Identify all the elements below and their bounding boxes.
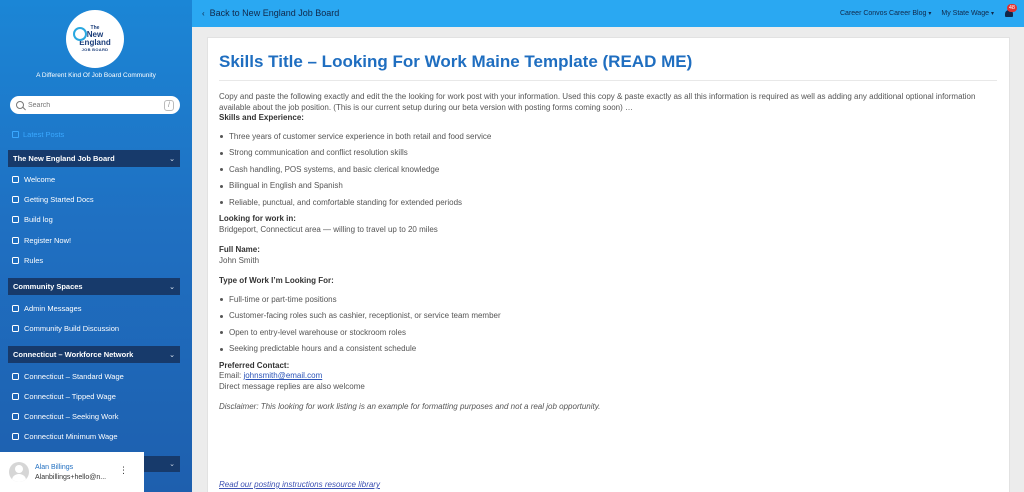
career-blog-label: Career Convos Career Blog bbox=[840, 10, 927, 17]
sidebar-item-welcome[interactable] bbox=[12, 175, 55, 184]
sidebar-item-label: Admin Messages bbox=[24, 304, 82, 313]
latest-posts-label: Latest Posts bbox=[23, 130, 65, 139]
name-heading: Full Name: bbox=[219, 245, 260, 254]
sidebar-item-community-build-discussion[interactable] bbox=[12, 324, 119, 333]
user-email: Alanbillings+hello@n... bbox=[35, 473, 107, 481]
sidebar-item-register-now[interactable] bbox=[12, 236, 71, 245]
back-link-label: Back to New England Job Board bbox=[209, 8, 340, 18]
sidebar-item-label: Getting Started Docs bbox=[24, 195, 94, 204]
logo-text-new: New bbox=[86, 30, 104, 39]
sidebar-item-ct-tipped-wage[interactable] bbox=[12, 392, 116, 401]
group-header-new-england-job-board[interactable] bbox=[8, 150, 180, 167]
sidebar-item-ct-seeking-work[interactable] bbox=[12, 412, 119, 421]
list-item: Cash handling, POS systems, and basic clerical knowledge bbox=[219, 165, 989, 182]
dm-note: Direct message replies are also welcome bbox=[219, 381, 365, 391]
sidebar-item-build-log[interactable] bbox=[12, 215, 53, 224]
posts-icon bbox=[12, 131, 19, 138]
logo-text-england: England bbox=[79, 38, 111, 47]
site-logo[interactable] bbox=[66, 10, 124, 68]
sidebar-item-rules[interactable] bbox=[12, 256, 43, 265]
tip-icon bbox=[12, 393, 19, 400]
chevron-down-icon: ⌄ bbox=[169, 461, 175, 468]
search-bar[interactable] bbox=[10, 96, 180, 114]
post-intro: Copy and paste the following exactly and edit the the looking for work post with your information. Used this copy & paste exactly as all this information is required as well as adding any additional optional information available about the job position. (This is our current setup during our beta version with posting forms coming soon) … bbox=[219, 92, 976, 112]
work-type-list bbox=[219, 295, 989, 361]
user-menu[interactable] bbox=[0, 452, 144, 492]
link-icon bbox=[12, 325, 19, 332]
link-icon bbox=[12, 305, 19, 312]
email-line bbox=[219, 371, 989, 382]
chevron-left-icon: ‹ bbox=[202, 8, 205, 18]
email-link[interactable]: johnsmith@email.com bbox=[243, 371, 323, 380]
chevron-down-icon: ⌄ bbox=[169, 351, 175, 359]
group-title: Community Spaces bbox=[13, 282, 83, 291]
group-header-connecticut-workforce-network[interactable] bbox=[8, 346, 180, 363]
back-link[interactable] bbox=[202, 8, 339, 18]
eye-icon bbox=[12, 413, 19, 420]
sidebar-item-label: Welcome bbox=[24, 175, 56, 184]
more-options-icon[interactable]: ⋮ bbox=[119, 465, 128, 475]
external-link-icon bbox=[12, 196, 19, 203]
sidebar-item-label: Build log bbox=[24, 215, 53, 224]
doc-icon bbox=[12, 216, 19, 223]
post-body bbox=[219, 92, 989, 413]
magnifier-logo-icon bbox=[73, 27, 87, 41]
sidebar-item-admin-messages[interactable] bbox=[12, 304, 82, 313]
skills-heading: Skills and Experience: bbox=[219, 113, 304, 122]
chevron-down-icon: ▾ bbox=[928, 11, 932, 17]
chevron-down-icon: ⌄ bbox=[169, 283, 175, 291]
list-item: Bilingual in English and Spanish bbox=[219, 181, 989, 198]
list-item: Full-time or part-time positions bbox=[219, 295, 989, 312]
chevron-down-icon: ▾ bbox=[990, 11, 994, 17]
avatar bbox=[9, 462, 29, 482]
list-item: Customer-facing roles such as cashier, receptionist, or service team member bbox=[219, 311, 989, 328]
sidebar-item-label: Community Build Discussion bbox=[24, 324, 120, 333]
logo-text-job-board: JOB BOARD bbox=[81, 47, 109, 52]
disclaimer: Disclaimer: This looking for work listing is an example for formatting purposes and not a real job opportunity. bbox=[219, 402, 601, 411]
resource-library-link[interactable]: Read our posting instructions resource library bbox=[219, 480, 380, 489]
sidebar-item-ct-minimum-wage[interactable] bbox=[12, 432, 118, 441]
external-link-icon bbox=[12, 237, 19, 244]
collapsed-group-header[interactable] bbox=[144, 456, 180, 472]
site-tagline: A Different Kind Of Job Board Community bbox=[36, 72, 156, 79]
list-item: Seeking predictable hours and a consistent schedule bbox=[219, 344, 989, 361]
sidebar-item-ct-standard-wage[interactable] bbox=[12, 372, 124, 381]
list-item: Reliable, punctual, and comfortable standing for extended periods bbox=[219, 198, 989, 215]
dollar-icon bbox=[12, 373, 19, 380]
search-input[interactable] bbox=[28, 102, 164, 109]
post-title: Skills Title – Looking For Work Maine Template (READ ME) bbox=[219, 52, 693, 71]
work-type-heading: Type of Work I’m Looking For: bbox=[219, 276, 334, 285]
sidebar-item-label: Connecticut – Tipped Wage bbox=[24, 392, 116, 401]
latest-posts-link[interactable] bbox=[12, 130, 64, 139]
career-blog-link[interactable] bbox=[840, 10, 931, 17]
search-shortcut-hint: / bbox=[164, 100, 174, 111]
logo-text-the: The bbox=[90, 25, 100, 31]
group-header-community-spaces[interactable] bbox=[8, 278, 180, 295]
doc-icon bbox=[12, 257, 19, 264]
search-icon bbox=[16, 101, 24, 109]
skills-list bbox=[219, 132, 989, 215]
post-card bbox=[207, 37, 1010, 492]
state-wage-link[interactable] bbox=[941, 10, 994, 17]
group-title: The New England Job Board bbox=[13, 154, 115, 163]
sidebar-item-label: Register Now! bbox=[24, 236, 72, 245]
list-item: Strong communication and conflict resolution skills bbox=[219, 148, 989, 165]
list-item: Open to entry-level warehouse or stockroom roles bbox=[219, 328, 989, 345]
sidebar-item-label: Connecticut – Standard Wage bbox=[24, 372, 124, 381]
state-wage-label: My State Wage bbox=[941, 10, 989, 17]
group-title: Connecticut – Workforce Network bbox=[13, 350, 134, 359]
top-bar bbox=[192, 0, 1024, 27]
notification-count-badge: 48 bbox=[1008, 5, 1015, 11]
name-value: John Smith bbox=[219, 255, 260, 265]
sidebar-item-label: Connecticut – Seeking Work bbox=[24, 412, 119, 421]
user-name: Alan Billings bbox=[35, 463, 74, 471]
email-label: Email: bbox=[219, 371, 244, 380]
sidebar-item-label: Connecticut Minimum Wage bbox=[24, 432, 118, 441]
location-value: Bridgeport, Connecticut area — willing to travel up to 20 miles bbox=[219, 224, 438, 234]
sidebar-item-label: Rules bbox=[24, 256, 44, 265]
title-divider bbox=[219, 80, 997, 81]
external-link-icon bbox=[12, 433, 19, 440]
chevron-down-icon: ⌄ bbox=[169, 155, 175, 163]
sidebar bbox=[0, 0, 192, 492]
list-item: Three years of customer service experience in both retail and food service bbox=[219, 132, 989, 149]
contact-heading: Preferred Contact: bbox=[219, 360, 290, 370]
sidebar-item-getting-started-docs[interactable] bbox=[12, 195, 94, 204]
location-heading: Looking for work in: bbox=[219, 214, 296, 223]
doc-icon bbox=[12, 176, 19, 183]
